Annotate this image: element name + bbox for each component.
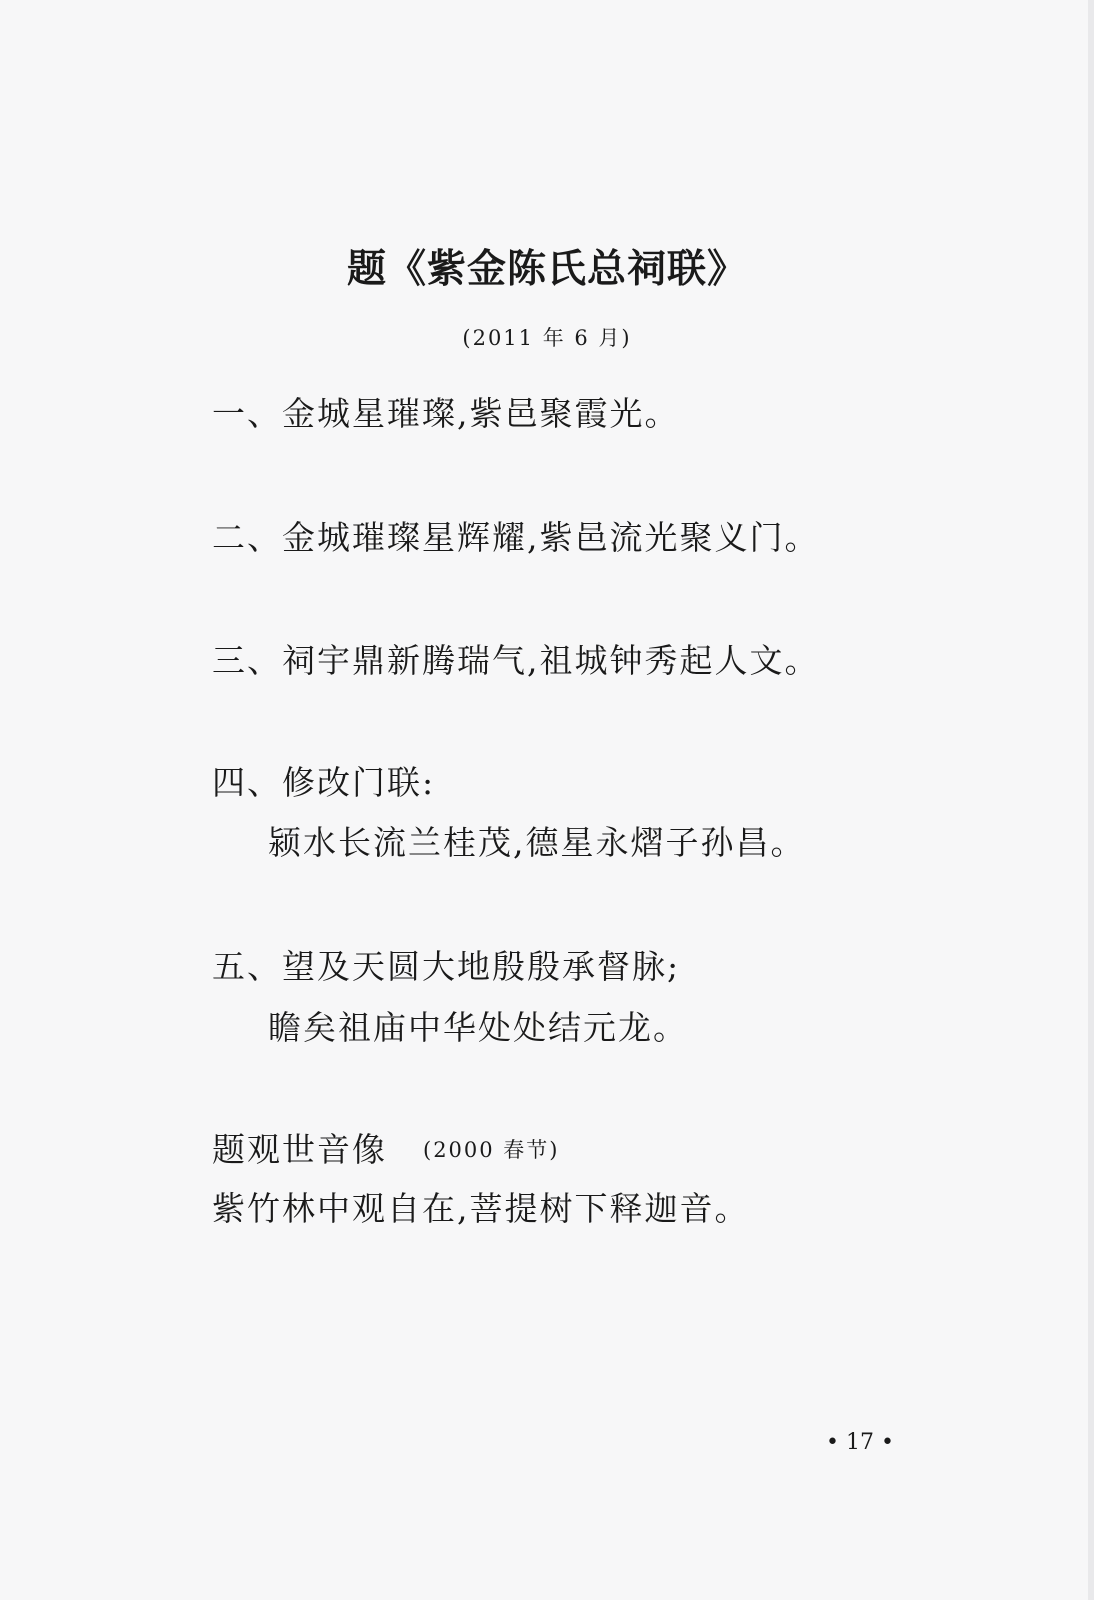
couplet-4-text: 颍水长流兰桂茂,德星永熠子孙昌。 [268, 823, 806, 862]
couplet-5-line-1: 五、望及天圆大地殷殷承督脉; [212, 947, 681, 986]
guanyin-heading: 题观世音像 [212, 1130, 387, 1169]
guanyin-note: (2000 春节) [423, 1138, 560, 1162]
guanyin-couplet: 紫竹林中观自在,菩提树下释迦音。 [212, 1189, 750, 1228]
couplet-1: 一、金城星璀璨,紫邑聚霞光。 [212, 394, 680, 433]
couplet-5-line-2: 瞻矣祖庙中华处处结元龙。 [268, 1008, 688, 1047]
page-title: 题《紫金陈氏总祠联》 [346, 246, 747, 292]
couplet-4-heading: 四、修改门联: [212, 763, 436, 802]
title-date: (2011 年 6 月) [462, 326, 632, 350]
guanyin-heading-row [212, 1124, 560, 1171]
page-number: • 17 • [826, 1430, 894, 1455]
couplet-3: 三、祠宇鼎新腾瑞气,祖城钟秀起人文。 [212, 641, 820, 680]
couplet-2: 二、金城璀璨星辉耀,紫邑流光聚义门。 [212, 518, 820, 557]
